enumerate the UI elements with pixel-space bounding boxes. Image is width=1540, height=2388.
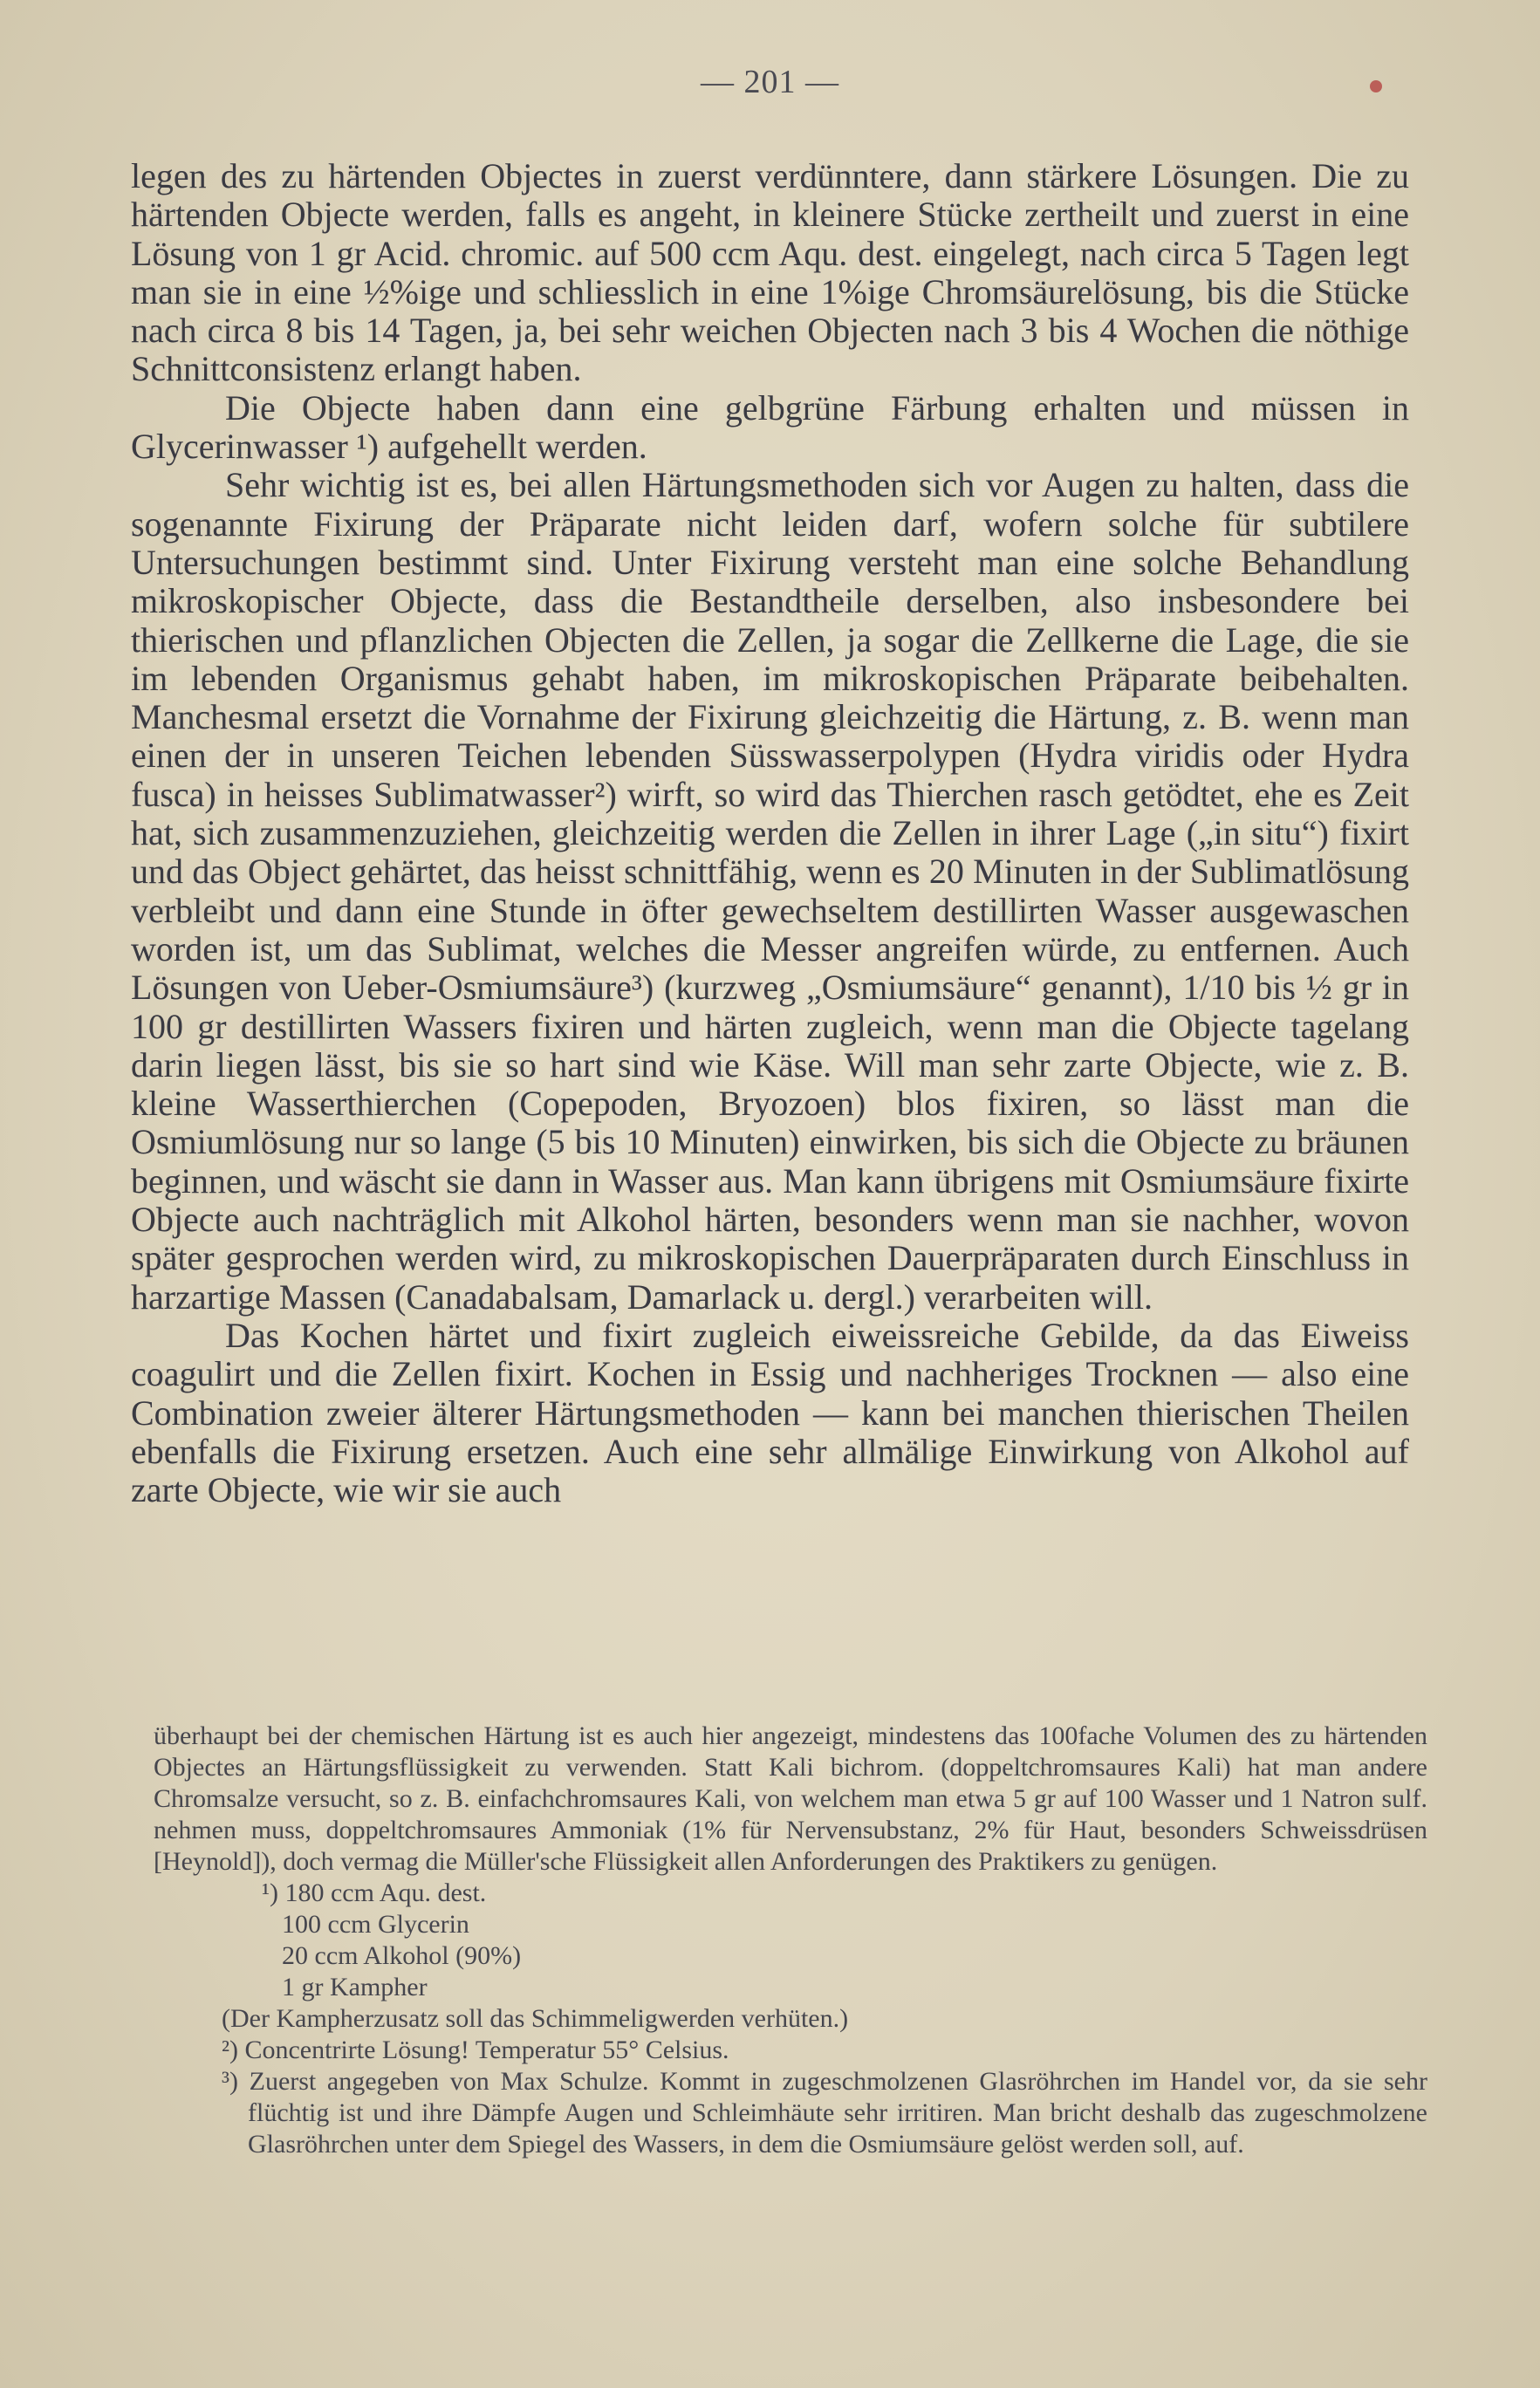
recipe-line-1: ¹) 180 ccm Aqu. dest. [262, 1878, 487, 1907]
recipe-note: (Der Kampherzusatz soll das Schimmeligwerden verhüten.) [222, 2004, 849, 2033]
recipe-line-2: 100 ccm Glycerin [282, 1910, 469, 1939]
page-number: — 201 — [701, 64, 839, 100]
paragraph-2: Die Objecte haben dann eine gelbgrüne Färbung erhalten und müssen in Glycerinwasser ¹) aufgehellt werden. [131, 387, 1409, 467]
footnote-3: ³) Zuerst angegeben von Max Schulze. Kommt in zugeschmolzenen Glasröhrchen im Handel vor, da sie sehr flüchtig ist und ihre Dämpfe Augen und Schleimhäute sehr irritiren. Man bricht deshalb das zugeschmolzene Glasröhrchen unter dem Spiegel des Wassers, in dem die Osmiumsäure gelöst werden soll, auf. [222, 2067, 1427, 2159]
recipe-line-4: 1 gr Kampher [282, 1973, 428, 2001]
paragraph-3: Sehr wichtig ist es, bei allen Härtungsmethoden sich vor Augen zu halten, dass die sogenannte Fixirung der Präparate nicht leiden darf, wofern solche für subtilere Untersuchungen bestimmt sind. Unter Fixirung versteht man eine solche Behandlung mikroskopischer Objecte, dass die Bestandtheile derselben, also insbesondere bei thierischen und pflanzlichen Objecten die Zellen, ja sogar die Zellkerne die Lage, die sie im lebenden Organismus gehabt haben, im mikroskopischen Präparate beibehalten. Manchesmal ersetzt die Vornahme der Fixirung gleichzeitig die Härtung, z. B. wenn man einen der in unseren Teichen lebenden Süsswasserpolypen (Hydra viridis oder Hydra fusca) in heisses Sublimatwasser²) wirft, so wird das Thierchen rasch getödtet, ehe es Zeit hat, sich zusammenzuziehen, gleichzeitig werden die Zellen in ihrer Lage („in situ“) fixirt und das Object gehärtet, das heisst schnittfähig, wenn es 20 Minuten in der Sublimatlösung verbleibt und dann eine Stunde in öfter gewechseltem destillirten Wasser ausgewaschen worden ist, um das Sublimat, welches die Messer angreifen würde, zu entfernen. Auch Lösungen von Ueber-Osmiumsäure³) (kurzweg „Osmiumsäure“ genannt), 1/10 bis ½ gr in 100 gr destillirten Wassers fixiren und härten zugleich, wenn man die Objecte tagelang darin liegen lässt, bis sie so hart sind wie Käse. Will man sehr zarte Objecte, wie z. B. kleine Wasserthierchen (Copepoden, Bryozoen) blos fixiren, so lässt man die Osmiumlösung nur so lange (5 bis 10 Minuten) einwirken, bis sich die Objecte zu bräunen beginnen, und wäscht sie dann in Wasser aus. Man kann übrigens mit Osmiumsäure fixirte Objecte auch nachträglich mit Alkohol härten, besonders wenn man sie nachher, wovon später gesprochen werden wird, zu mikroskopischen Dauerpräparaten durch Einschluss in harzartige Massen (Canadabalsam, Damarlack u. dergl.) verarbeiten will. [131, 465, 1409, 1317]
recipe-line-3: 20 ccm Alkohol (90%) [282, 1941, 522, 1970]
paragraph-1: legen des zu härtenden Objectes in zuerst verdünntere, dann stärkere Lösungen. Die zu härtenden Objecte werden, falls es angeht, in kleinere Stücke zertheilt und zuerst in eine Lösung von 1 gr Acid. chromic. auf 500 ccm Aqu. dest. eingelegt, nach circa 5 Tagen legt man sie in eine ½%ige und schliesslich in eine 1%ige Chromsäurelösung, bis die Stücke nach circa 8 bis 14 Tagen, ja, bei sehr weichen Objecten nach 3 bis 4 Wochen die nöthige Schnittconsistenz erlangt haben. [131, 156, 1409, 389]
footnotes [154, 1721, 1427, 2160]
footnote-2: ²) Concentrirte Lösung! Temperatur 55° Celsius. [222, 2036, 729, 2064]
main-text [131, 157, 1409, 1509]
footnote-continuation: überhaupt bei der chemischen Härtung ist es auch hier angezeigt, mindestens das 100fache Volumen des zu härtenden Objectes an Härtungsflüssigkeit zu verwenden. Statt Kali bichrom. (doppeltchromsaures Kali) hat man andere Chromsalze versucht, so z. B. einfachchromsaures Kali, von welchem man etwa 5 gr auf 100 Wasser und 1 Natron sulf. nehmen muss, doppeltchromsaures Ammoniak (1% für Nervensubstanz, 2% für Haut, besonders Schweissdrüsen [Heynold]), doch vermag die Müller'sche Flüssigkeit allen Anforderungen des Praktikers zu genügen. [154, 1721, 1427, 1876]
paragraph-4: Das Kochen härtet und fixirt zugleich eiweissreiche Gebilde, da das Eiweiss coagulirt und die Zellen fixirt. Kochen in Essig und nachheriges Trocknen — also eine Combination zweier älterer Härtungsmethoden — kann bei manchen thierischen Theilen ebenfalls die Fixirung ersetzen. Auch eine sehr allmälige Einwirkung von Alkohol auf zarte Objecte, wie wir sie auch [131, 1315, 1409, 1510]
ink-spot [1370, 80, 1382, 92]
